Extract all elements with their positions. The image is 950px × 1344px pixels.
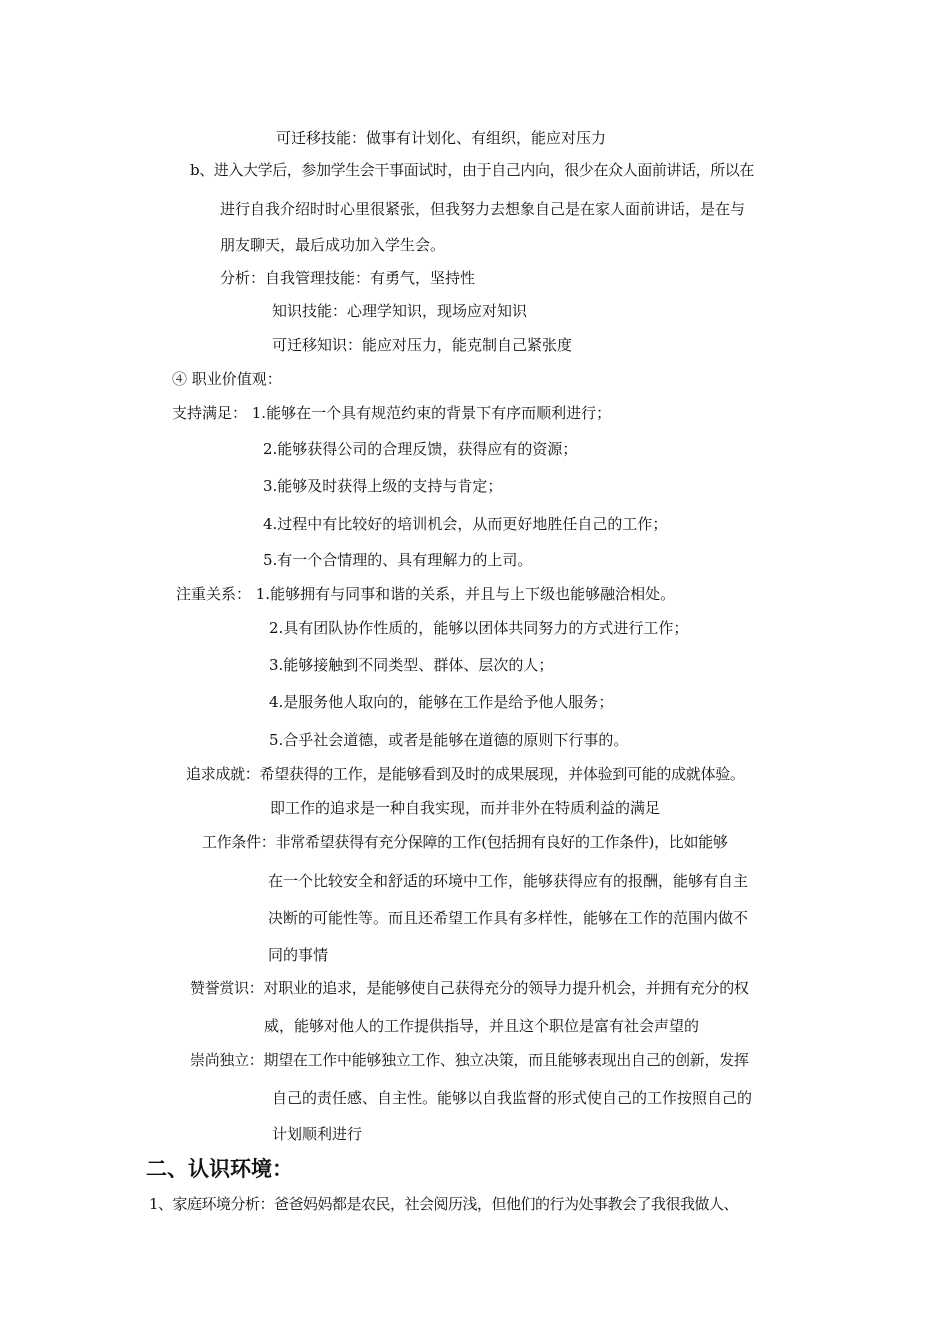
text-line: 崇尚独立：期望在工作中能够独立工作、独立决策，而且能够表现出自己的创新，发挥 (190, 1051, 749, 1069)
text-line: 3.能够及时获得上级的支持与肯定； (263, 477, 503, 495)
section-heading: ④ 职业价值观： (172, 370, 282, 388)
text-line: 3.能够接触到不同类型、群体、层次的人； (269, 656, 554, 674)
text-line: 1、家庭环境分析：爸爸妈妈都是农民，社会阅历浅，但他们的行为处事教会了我很我做人、 (149, 1195, 739, 1213)
text-line: 2.能够获得公司的合理反馈，获得应有的资源； (263, 440, 578, 458)
text-line: 注重关系： 1.能够拥有与同事和谐的关系，并且与上下级也能够融洽相处。 (176, 585, 676, 603)
text-line: 分析：自我管理技能：有勇气，坚持性 (220, 269, 476, 287)
text-line: 工作条件：非常希望获得有充分保障的工作(包括拥有良好的工作条件)，比如能够 (202, 833, 728, 851)
text-line: 4.过程中有比较好的培训机会，从而更好地胜任自己的工作； (263, 515, 668, 533)
text-line: 可迁移技能：做事有计划化、有组织，能应对压力 (276, 129, 607, 147)
text-line: 5.有一个合情理的、具有理解力的上司。 (263, 551, 533, 569)
chapter-heading: 二、认识环境： (146, 1157, 293, 1181)
text-line: 4.是服务他人取向的，能够在工作是给予他人服务； (269, 693, 614, 711)
text-line: 知识技能：心理学知识，现场应对知识 (272, 302, 528, 320)
text-line: 支持满足： 1.能够在一个具有规范约束的背景下有序而顺利进行； (172, 404, 612, 422)
text-line: 同的事情 (268, 946, 329, 964)
text-line: 5.合乎社会道德，或者是能够在道德的原则下行事的。 (269, 731, 629, 749)
text-line: b、进入大学后，参加学生会干事面试时，由于自己内向，很少在众人面前讲话，所以在 (190, 161, 755, 179)
text-line: 进行自我介绍时时心里很紧张，但我努力去想象自己是在家人面前讲话，是在与 (220, 200, 746, 218)
text-line: 可迁移知识：能应对压力，能克制自己紧张度 (272, 336, 573, 354)
text-line: 朋友聊天，最后成功加入学生会。 (220, 236, 446, 254)
text-line: 2.具有团队协作性质的，能够以团体共同努力的方式进行工作； (269, 619, 689, 637)
text-line: 追求成就：希望获得的工作，是能够看到及时的成果展现，并体验到可能的成就体验。 (186, 765, 745, 783)
text-line: 即工作的追求是一种自我实现，而并非外在特质利益的满足 (270, 799, 661, 817)
text-line: 威，能够对他人的工作提供指导，并且这个职位是富有社会声望的 (264, 1017, 700, 1035)
text-line: 决断的可能性等。而且还希望工作具有多样性，能够在工作的范围内做不 (268, 909, 749, 927)
text-line: 赞誉赏识：对职业的追求，是能够使自己获得充分的领导力提升机会，并拥有充分的权 (190, 979, 749, 997)
text-line: 在一个比较安全和舒适的环境中工作，能够获得应有的报酬，能够有自主 (268, 872, 749, 890)
text-line: 计划顺利进行 (272, 1125, 363, 1143)
text-line: 自己的责任感、自主性。能够以自我监督的形式使自己的工作按照自己的 (272, 1089, 753, 1107)
